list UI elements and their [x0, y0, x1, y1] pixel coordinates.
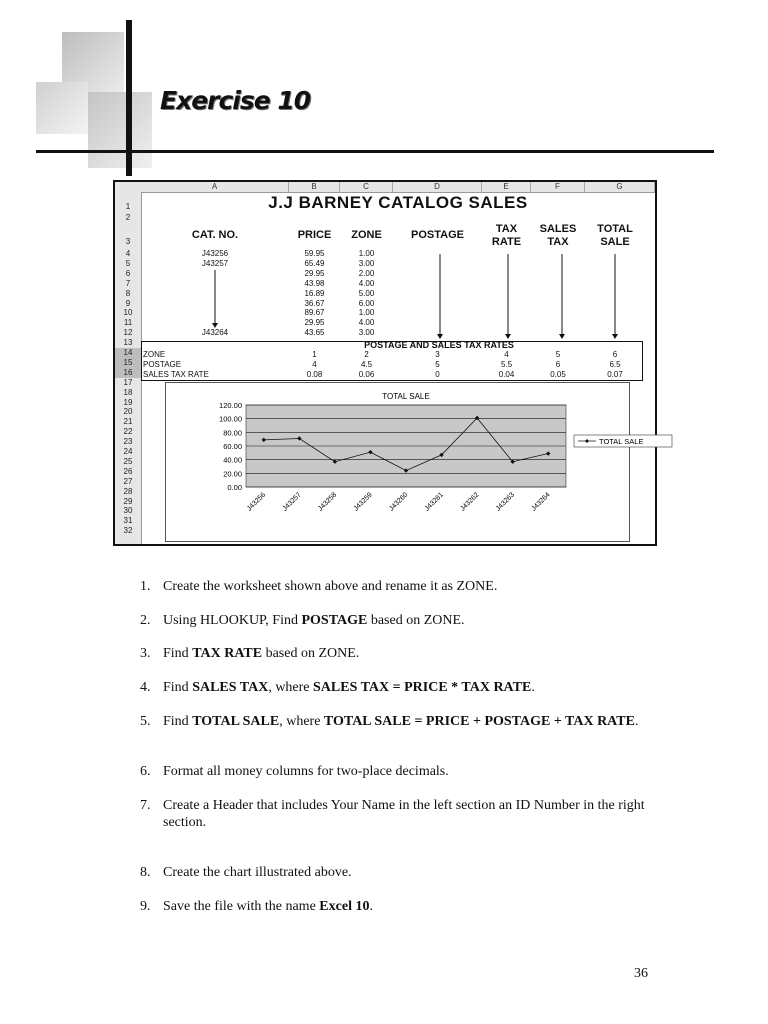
row-header: 22 — [123, 427, 133, 437]
chart-svg — [166, 383, 644, 541]
text-run: based on ZONE. — [262, 646, 360, 661]
cell: 6 — [555, 359, 561, 369]
decor-square — [88, 92, 152, 168]
text-run: Find — [163, 646, 193, 661]
cell: 29.95 — [304, 318, 325, 328]
cell: SALE — [600, 236, 630, 248]
row-header: 10 — [123, 308, 133, 318]
text-run: based on ZONE. — [367, 613, 465, 628]
cell: 5.5 — [500, 359, 513, 369]
bold-term: Excel 10 — [319, 899, 370, 914]
instruction-number: 4. — [140, 680, 151, 695]
instruction-text — [163, 679, 653, 696]
cell: 3.00 — [358, 258, 375, 268]
text-run: . — [369, 899, 373, 914]
cell: SALES — [539, 223, 577, 235]
row-header: 21 — [123, 417, 133, 427]
row-header: 26 — [123, 466, 133, 476]
rates-table-border — [141, 341, 643, 381]
row-header: 17 — [123, 377, 133, 387]
instruction-text — [163, 898, 653, 915]
sheet-title: J.J BARNEY CATALOG SALES — [268, 193, 528, 212]
column-header: B — [289, 182, 340, 192]
text-run: Create a Header that includes Your Name in the left section an ID Number in the right section. — [163, 798, 645, 830]
bold-term: POSTAGE — [301, 613, 368, 628]
cell: 1.00 — [358, 308, 375, 318]
cell: PRICE — [297, 229, 332, 241]
cell: 2.00 — [358, 268, 375, 278]
cell: 6.00 — [358, 298, 375, 308]
x-tick-label: J43264 — [530, 491, 552, 513]
instruction-number: 7. — [140, 798, 151, 813]
row-header: 12 — [123, 328, 133, 338]
row-header: 16 — [115, 368, 141, 378]
row-header: 28 — [123, 486, 133, 496]
cell: ZONE — [351, 229, 382, 241]
cell: TAX — [495, 223, 518, 235]
row-headers — [115, 192, 142, 544]
cell: 0 — [435, 369, 440, 379]
instruction-text — [163, 578, 653, 595]
instruction-number: 6. — [140, 764, 151, 779]
cell: 43.98 — [304, 278, 325, 288]
cell: 29.95 — [304, 268, 325, 278]
cell: 59.95 — [304, 249, 325, 258]
y-tick-label: 20.00 — [223, 469, 242, 479]
x-tick-label: J43259 — [352, 491, 374, 513]
cell: 4.00 — [358, 278, 375, 288]
page-title: Exercise 10 — [160, 86, 311, 115]
row-header: 31 — [123, 516, 133, 526]
row-header: 8 — [125, 288, 131, 298]
instruction-text — [163, 645, 653, 662]
cell: 4 — [504, 350, 509, 359]
instruction-number: 9. — [140, 899, 151, 914]
x-tick-label: J43263 — [494, 491, 517, 513]
cell: J43256 — [201, 249, 229, 258]
cell: 2 — [364, 350, 369, 359]
cell: 65.49 — [304, 258, 325, 268]
cell: 36.67 — [304, 298, 325, 308]
cell: ZONE — [143, 350, 166, 359]
total-sale-chart — [165, 382, 644, 542]
column-header: D — [393, 182, 482, 192]
row-header: 24 — [123, 447, 133, 456]
decor-square — [36, 82, 88, 134]
x-tick-label: J43257 — [281, 491, 303, 513]
fill-arrow-head — [612, 334, 618, 339]
cell: 3 — [435, 350, 440, 359]
y-tick-label: 60.00 — [223, 442, 242, 451]
legend-label: TOTAL SALE — [599, 437, 644, 446]
x-tick-label: J43260 — [388, 491, 410, 513]
row-header: 5 — [125, 258, 131, 268]
instruction-text — [163, 763, 653, 780]
x-tick-label: J43256 — [246, 491, 268, 513]
instruction-number: 3. — [140, 646, 151, 661]
column-header: E — [482, 182, 531, 192]
cell: J43264 — [201, 328, 229, 338]
cell: CAT. NO. — [191, 229, 239, 241]
cell: 5 — [435, 359, 440, 369]
row-header: 2 — [125, 213, 131, 222]
row-header: 13 — [123, 338, 133, 348]
cell: RATE — [491, 236, 522, 248]
cell: POSTAGE — [411, 229, 464, 241]
text-run: . — [634, 714, 639, 729]
cell: SALES TAX RATE — [143, 369, 209, 379]
cell: 43.65 — [304, 328, 325, 338]
x-tick-label: J43262 — [459, 491, 481, 513]
cell: 0.04 — [498, 369, 515, 379]
cell: 6.5 — [609, 359, 621, 369]
column-header: F — [531, 182, 585, 192]
column-header: A — [141, 182, 289, 192]
cell: 0.05 — [550, 369, 566, 379]
row-header: 7 — [125, 278, 131, 288]
worksheet-figure — [113, 180, 657, 546]
chart-title: TOTAL SALE — [382, 392, 430, 401]
cell: POSTAGE — [143, 359, 182, 369]
text-run: Find — [163, 714, 193, 729]
header-rule — [36, 150, 714, 153]
row-header: 3 — [125, 237, 131, 246]
text-run: Save the file with the name — [163, 899, 320, 914]
row-header: 27 — [123, 476, 133, 486]
x-tick-label: J43258 — [317, 491, 339, 513]
x-tick-label: J43261 — [423, 491, 445, 513]
instruction-number: 8. — [140, 865, 151, 880]
bold-term: TOTAL SALE — [192, 714, 280, 729]
y-tick-label: 0.00 — [227, 483, 242, 492]
cell: POSTAGE AND SALES TAX RATES — [364, 340, 514, 350]
cell: 1.00 — [358, 249, 375, 258]
row-header: 29 — [123, 496, 133, 506]
row-header: 15 — [115, 358, 141, 368]
row-header: 4 — [125, 249, 131, 258]
cell: 16.89 — [304, 288, 325, 298]
row-header: 9 — [125, 298, 131, 308]
row-header: 14 — [115, 348, 141, 358]
cell: 4.5 — [360, 359, 373, 369]
bold-term: SALES TAX — [192, 680, 269, 695]
bold-term: TOTAL SALE = PRICE + POSTAGE + TAX RATE — [323, 714, 635, 729]
row-header: 32 — [123, 526, 133, 536]
y-tick-label: 120.00 — [219, 401, 242, 410]
cell: 0.06 — [358, 369, 375, 379]
cell: 6 — [612, 350, 618, 359]
text-run: , where — [268, 680, 314, 695]
y-tick-label: 100.00 — [219, 414, 242, 424]
row-header: 1 — [125, 202, 131, 211]
cell: 5 — [555, 350, 561, 359]
row-header: 25 — [123, 456, 133, 466]
row-header: 23 — [123, 437, 133, 447]
instruction-text — [163, 612, 653, 629]
row-header: 20 — [123, 407, 133, 417]
page-number: 36 — [634, 966, 648, 981]
text-run: Create the worksheet shown above and rename it as ZONE. — [163, 579, 498, 594]
row-header: 18 — [123, 387, 133, 397]
column-headers — [115, 182, 655, 193]
cell: TOTAL — [597, 223, 633, 235]
cell: J43257 — [201, 258, 229, 268]
text-run: , where — [279, 714, 324, 729]
text-run: . — [531, 680, 535, 695]
instruction-number: 2. — [140, 613, 151, 628]
column-header: C — [340, 182, 393, 192]
cell: 5.00 — [358, 288, 375, 298]
instruction-number: 1. — [140, 579, 151, 594]
instruction-number: 5. — [140, 714, 151, 729]
cell: 4.00 — [358, 318, 375, 328]
row-header: 19 — [123, 397, 133, 407]
text-run: Format all money columns for two-place decimals. — [163, 764, 449, 779]
bold-term: SALES TAX = PRICE * TAX RATE — [313, 680, 532, 695]
instruction-text — [163, 864, 653, 881]
text-run: Find — [163, 680, 193, 695]
y-tick-label: 40.00 — [223, 455, 242, 465]
cell: 89.67 — [304, 308, 325, 318]
cell: TAX — [547, 236, 569, 248]
y-tick-label: 80.00 — [223, 428, 242, 438]
row-header: 6 — [125, 268, 131, 278]
text-run: Create the chart illustrated above. — [163, 865, 352, 880]
bold-term: TAX RATE — [192, 646, 263, 661]
row-header: 30 — [123, 506, 133, 516]
cell: 1 — [312, 350, 317, 359]
row-header: 11 — [123, 318, 133, 328]
cell: 0.08 — [306, 369, 323, 379]
column-header: G — [585, 182, 655, 192]
cell: 4 — [312, 359, 317, 369]
instruction-text — [163, 797, 653, 831]
instruction-text — [163, 713, 653, 730]
cell: 0.07 — [607, 369, 623, 379]
cell: 3.00 — [358, 328, 375, 338]
text-run: Using HLOOKUP, Find — [163, 613, 302, 628]
